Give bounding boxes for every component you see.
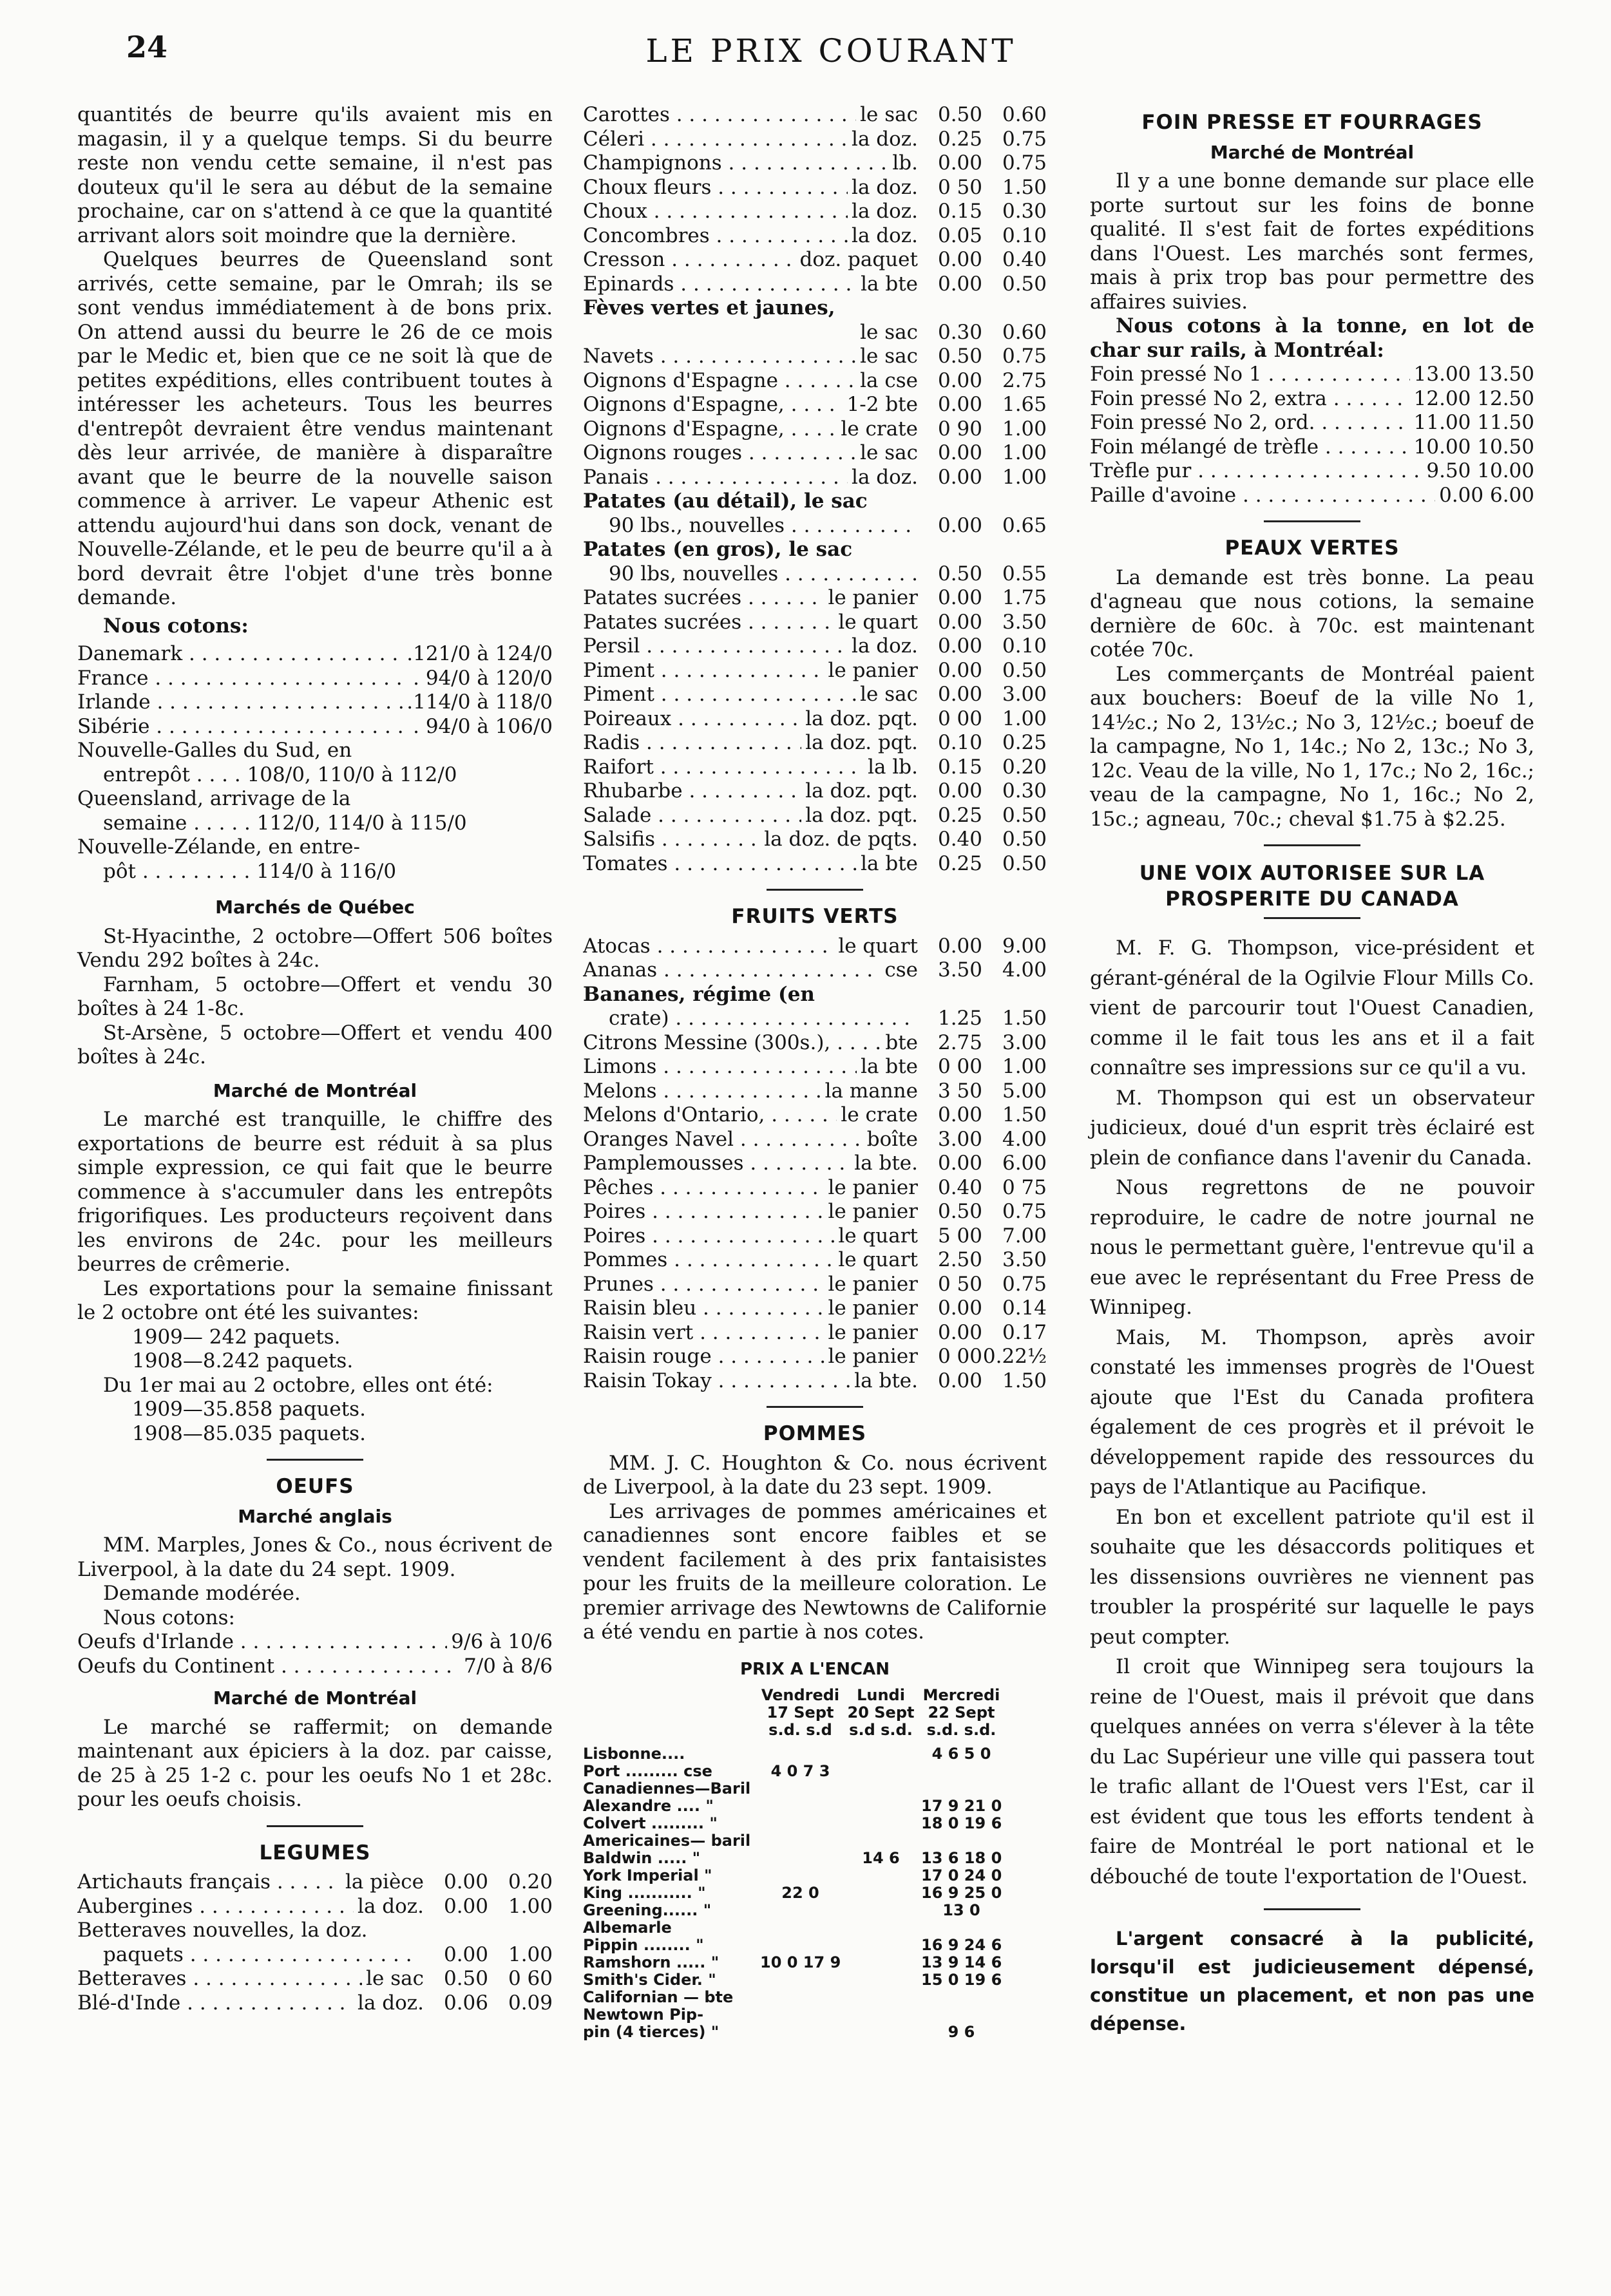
section-heading-anglais: Marché anglais (238, 1505, 392, 1527)
price-row: Panais . . . la doz. 0.00 1.00 (583, 466, 1047, 490)
price-row: Foin pressé No 2, ord. . . . 11.00 11.50 (1090, 411, 1534, 435)
table-row: Alexandre .... " 17 9 21 0 (583, 1797, 1002, 1815)
price-row: Oignons d'Espagne, . . . 1-2 bte 0.00 1.65 (583, 393, 1047, 417)
price-row: Oranges Navel . . . boîte 3.00 4.00 (583, 1128, 1047, 1152)
hay-price-list (1090, 363, 1534, 508)
price-row: Cresson . . . doz. paquet 0.00 0.40 (583, 248, 1047, 272)
price-row: Prunes . . . le panier 0 50 0.75 (583, 1273, 1047, 1297)
vegetable-price-list (583, 586, 1047, 876)
export-line: 1909— 242 paquets. (132, 1325, 341, 1349)
table-row: Ramshorn ..... " 10 0 17 9 13 9 14 6 (583, 1953, 1002, 1971)
section-heading-fruits: FRUITS VERTS (731, 905, 899, 928)
section-heading-foin: FOIN PRESSE ET FOURRAGES (1141, 111, 1483, 134)
price-row: Foin mélangé de trèfle . . . 10.00 10.50 (1090, 435, 1534, 460)
price-row: Pommes . . . le quart 2.50 3.50 (583, 1248, 1047, 1273)
price-row: Rhubarbe . . . la doz. pqt. 0.00 0.30 (583, 779, 1047, 804)
price-row: 90 lbs, nouvelles . . . 0.50 0.55 (583, 562, 1047, 587)
column-right (1090, 103, 1534, 2038)
price-line: Betteraves nouvelles, la doz. (77, 1919, 368, 1942)
price-row: Patates sucrées . . . le quart 0.00 3.50 (583, 611, 1047, 635)
table-row: Newtown Pip- (583, 2006, 704, 2024)
hides-paragraph: Les commerçants de Montréal paient aux bouchers: Boeuf de la ville No 1, 14½c.; No 2, 13½c.; No 3, 12½c.; boeuf de la campagne, No 1, 14c.; No 2, 13c.; No 3, 12c. Veau de la ville, No 1, 17c.; No 2, 16c.; veau de la campagne, No 1, 16c.; No 2, 15c.; agneau, 70c.; cheval $1.75 à $2.25. (1090, 662, 1534, 831)
table-row: York Imperial " 17 0 24 0 (583, 1866, 1002, 1884)
price-row: Céleri . . . la doz. 0.25 0.75 (583, 128, 1047, 152)
closing-note: L'argent consacré à la publicité, lorsqu'il est judicieusement dépensé, constitue un placement, et non pas une dépense. (1090, 1928, 1534, 2035)
price-line: Bananes, régime (en (583, 982, 815, 1006)
export-line: 1908—8.242 paquets. (132, 1349, 354, 1372)
price-row: Poires . . . le quart 5 00 7.00 (583, 1224, 1047, 1249)
price-row: Salsifis . . . la doz. de pqts. 0.40 0.50 (583, 828, 1047, 852)
table-row: Californian — bte (583, 1989, 734, 2006)
price-row: Poireaux . . . la doz. pqt. 0 00 1.00 (583, 707, 1047, 732)
price-row: Radis . . . la doz. pqt. 0.10 0.25 (583, 731, 1047, 755)
section-heading-montreal: Marché de Montréal (213, 1079, 417, 1101)
butter-paragraph-1: quantités de beurre qu'ils avaient mis en magasin, il y a quelque temps. Si du beurre reste non vendu cette semaine, il n'est pas douteux qu'il le sera au début de la semaine prochaine, car on s'attend à ce que la quantité arrivant alors soit moindre que la dernière. (77, 103, 553, 247)
price-row: Piment . . . le sac 0.00 3.00 (583, 683, 1047, 707)
price-row: Persil . . . la doz. 0.00 0.10 (583, 634, 1047, 659)
eggs-paragraph: Nous cotons: (103, 1606, 235, 1629)
section-divider (267, 1459, 363, 1461)
table-row: King ........... " 22 0 16 9 25 0 (583, 1884, 1002, 1902)
vegetable-price-list (583, 345, 1047, 489)
article-paragraph: Mais, M. Thompson, après avoir constaté les immenses progrès de l'Ouest ajoute que l'Est du Canada profitera également de ces progrès et il prévoit le développement rapide des ressources du pays de l'Atlantique au Pacifique. (1090, 1325, 1534, 1499)
price-row: Pamplemousses . . . la bte. 0.00 6.00 (583, 1152, 1047, 1176)
price-row: Poires . . . le panier 0.50 0.75 (583, 1200, 1047, 1224)
section-heading-montreal-eggs: Marché de Montréal (213, 1687, 417, 1709)
section-divider (1264, 1908, 1360, 1910)
section-heading-pommes: POMMES (763, 1422, 867, 1445)
table-row: Canadiennes—Baril (583, 1780, 751, 1798)
table-row: Greening...... " 13 0 (583, 1901, 980, 1919)
price-row: Salade . . . la doz. pqt. 0.25 0.50 (583, 804, 1047, 828)
price-row: Pêches . . . le panier 0.40 0 75 (583, 1176, 1047, 1200)
price-row: Choux fleurs . . . la doz. 0 50 1.50 (583, 176, 1047, 200)
price-row: Raisin rouge . . . le panier 0 00 0.22½ (583, 1345, 1047, 1369)
price-line: Patates (en gros), le sac (583, 538, 853, 561)
fruit-price-list (583, 1031, 1047, 1394)
price-line: Queensland, arrivage de la (77, 787, 351, 810)
nous-cotons-label: Nous cotons: (103, 614, 249, 638)
price-row: Paille d'avoine . . . 0.00 6.00 (1090, 484, 1534, 508)
price-row: Artichauts français . . . la pièce 0.00 0.20 (77, 1870, 553, 1895)
price-row: Raifort . . . la lb. 0.15 0.20 (583, 755, 1047, 780)
price-row: Oignons d'Espagne . . . la cse 0.00 2.75 (583, 369, 1047, 394)
montreal-paragraph: Le marché est tranquille, le chiffre des exportations de beurre est réduit à sa plus simple expression, ce qui fait que le beurre commence à s'accumuler dans les entrepôts frigorifiques. Les producteurs reçoivent dans les environs de 24c. pour les meilleurs beurres de crêmerie. (77, 1108, 553, 1276)
column-left (77, 103, 553, 2015)
price-row: Piment . . . le panier 0.00 0.50 (583, 659, 1047, 683)
apples-paragraph: Les arrivages de pommes américaines et canadiennes sont encore faibles et se vendent facilement à des prix fantaisistes pour les fruits de la meilleure coloration. Le premier arrivage des Newtowns de Californie a été vendu en partie à nos cotes. (583, 1499, 1047, 1644)
quebec-item: Farnham, 5 octobre—Offert et vendu 30 boîtes à 24 1-8c. (77, 972, 553, 1020)
table-header-row: s.d. s.d s.d s.d. s.d. s.d. (768, 1721, 996, 1739)
price-row: Melons . . . la manne 3 50 5.00 (583, 1079, 1047, 1104)
table-row: Lisbonne.... 4 6 5 0 (583, 1745, 991, 1763)
hay-paragraph: Il y a une bonne demande sur place elle porte surtout sur les foins de bonne qualité. Il s'est fait de fortes expéditions dans l'Ouest. Les marchés sont fermes, mais à prix trop bas pour permettre des affaires suivies. (1090, 169, 1534, 314)
price-row: Raisin vert . . . le panier 0.00 0.17 (583, 1321, 1047, 1345)
price-row: Limons . . . la bte 0 00 1.00 (583, 1055, 1047, 1079)
table-row: Baldwin ..... " 14 6 13 6 18 0 (583, 1849, 1002, 1867)
table-row: Albemarle (583, 1919, 672, 1937)
price-row: Citrons Messine (300s.), . . . bte 2.75 3.00 (583, 1031, 1047, 1056)
section-divider (267, 1825, 363, 1827)
price-row: Patates sucrées . . . le panier 0.00 1.75 (583, 586, 1047, 611)
price-row: Choux . . . la doz. 0.15 0.30 (583, 200, 1047, 224)
article-paragraph: Nous regrettons de ne pouvoir reproduire, le cadre de notre journal ne nous le permettant guère, l'entrevue qu'il a eue avec le représentant du Free Press de Winnipeg. (1090, 1176, 1534, 1319)
price-line: Nouvelle-Zélande, en entre- (77, 835, 360, 859)
running-title: LE PRIX COURANT (645, 32, 1016, 70)
price-row: Foin pressé No 1 . . . 13.00 13.50 (1090, 363, 1534, 387)
table-row: pin (4 tierces) " 9 6 (583, 2023, 975, 2041)
section-heading-voix: UNE VOIX AUTORISEE SUR LA PROSPERITE DU CANADA (1139, 862, 1485, 911)
eggs-paragraph: Le marché se raffermit; on demande maintenant aux épiciers à la doz. par caisse, de 25 à 25 1-2 c. pour les oeufs No 1 et 28c. pour les oeufs choisis. (77, 1715, 553, 1811)
export-line: 1909—35.858 paquets. (132, 1398, 366, 1421)
quebec-item: St-Arsène, 5 octobre—Offert et vendu 400 boîtes à 24c. (77, 1021, 553, 1068)
price-row: Epinards . . . la bte 0.00 0.50 (583, 272, 1047, 297)
price-row: Oeufs du Continent . . . 7/0 à 8/6 (77, 1655, 553, 1679)
price-row: Champignons . . . lb. 0.00 0.75 (583, 151, 1047, 176)
price-row: Sibérie . . . . 94/0 à 106/0 (77, 715, 553, 739)
table-row: Port ......... cse 4 0 7 3 (583, 1762, 830, 1780)
price-row: Raisin bleu . . . le panier 0.00 0.14 (583, 1296, 1047, 1321)
table-row: Pippin ........ " 16 9 24 6 (583, 1936, 1002, 1954)
price-row: 90 lbs., nouvelles . . . 0.00 0.65 (583, 514, 1047, 538)
butter-paragraph-2: Quelques beurres de Queensland sont arrivés, cette semaine, par le Omrah; ils se sont vendus immédiatement à de bons prix. On attend aussi du beurre le 26 de ce mois par le Medic et, bien que ce ne soit là que de petites expéditions, elles contribuent toutes à intéresser les acheteurs. Tous les beurres d'entrepôt devraient être vendus maintenant dès leur arrivée, de manière à disparaître avant que le beurre de la nouvelle saison commence à arriver. Le vapeur Athenic est attendu aujourd'hui dans son dock, venant de Nouvelle-Zélande, et le peu de beurre qu'il a à bord devrait être l'objet d'une très bonne demande. (77, 248, 553, 609)
eggs-paragraph: MM. Marples, Jones & Co., nous écrivent de Liverpool, à la date du 24 sept. 1909. (77, 1533, 553, 1581)
price-row: Oignons rouges . . . le sac 0.00 1.00 (583, 441, 1047, 466)
export-line: 1908—85.035 paquets. (132, 1421, 366, 1445)
section-heading-legumes: LEGUMES (259, 1841, 371, 1864)
price-row: Carottes . . . le sac 0.50 0.60 (583, 103, 1047, 128)
section-heading-montreal-foin: Marché de Montréal (1210, 141, 1415, 163)
price-line: Patates (au détail), le sac (583, 489, 868, 513)
price-line: semaine . . . . . 112/0, 114/0 à 115/0 (103, 811, 467, 835)
price-row: France . . . . 94/0 à 120/0 (77, 667, 553, 691)
auction-price-table (583, 1687, 1047, 2041)
price-line: pôt . . . . . . . . . 114/0 à 116/0 (103, 859, 397, 883)
section-divider (1264, 844, 1360, 846)
price-row: paquets . . . 0.00 1.00 (77, 1943, 553, 1968)
section-heading-peaux: PEAUX VERTES (1225, 536, 1400, 560)
fruit-price-list (583, 935, 1047, 983)
price-row: Trèfle pur . . . 9.50 10.00 (1090, 459, 1534, 484)
vegetable-price-list (583, 103, 1047, 296)
price-row: crate) . . . 1.25 1.50 (583, 1007, 1047, 1031)
article-paragraph: M. F. G. Thompson, vice-président et gérant-général de la Ogilvie Flour Mills Co. vient de parcourir tout l'Ouest Canadien, comme il le fait tous les ans et il a fait connaître ses impressions sur ce qu'il a vu. (1090, 936, 1534, 1079)
section-divider (767, 889, 863, 891)
table-row: Smith's Cider. " 15 0 19 6 (583, 1971, 1002, 1989)
price-row: Aubergines . . . la doz. 0.00 1.00 (77, 1895, 553, 1919)
eggs-paragraph: Demande modérée. (103, 1582, 301, 1605)
section-divider (1264, 917, 1360, 919)
article-paragraph: Il croit que Winnipeg sera toujours la reine de l'Ouest, mais il prévoit que dans quelques années on verra s'élever à la tête du Lac Supérieur une ville qui passera tout le trafic allant de l'Ouest vers l'Est, car il est évident que tous les efforts tendent à faire de Montréal le port national et le débouché de toute l'exportation de l'Ouest. (1090, 1655, 1534, 1888)
apples-paragraph: MM. J. C. Houghton & Co. nous écrivent de Liverpool, à la date du 23 sept. 1909. (583, 1451, 1047, 1499)
section-divider (767, 1406, 863, 1408)
table-row: Americaines— baril (583, 1832, 751, 1850)
butter-price-list (77, 642, 553, 739)
section-heading-quebec: Marchés de Québec (215, 897, 415, 918)
price-row: Irlande . . . .114/0 à 118/0 (77, 690, 553, 715)
hay-paragraph: Nous cotons à la tonne, en lot de char sur rails, à Montréal: (1090, 314, 1534, 362)
price-row: Oeufs d'Irlande . . . 9/6 à 10/6 (77, 1630, 553, 1655)
column-middle (583, 103, 1047, 2041)
price-line: entrepôt . . . . 108/0, 110/0 à 112/0 (103, 763, 457, 786)
quebec-item: St-Hyacinthe, 2 octobre—Offert 506 boîtes Vendu 292 boîtes à 24c. (77, 924, 553, 972)
article-paragraph: En bon et excellent patriote qu'il est il souhaite que les désaccords politiques et les dissensions ouvrières ne viennent pas troubler la prospérité sur laquelle le pays peut compter. (1090, 1505, 1534, 1649)
price-line: Fèves vertes et jaunes, (583, 296, 835, 319)
price-row: Foin pressé No 2, extra . . . 12.00 12.50 (1090, 387, 1534, 412)
table-header-row: 17 Sept 20 Sept 22 Sept (767, 1703, 995, 1722)
price-row: Oignons d'Espagne, . . . le crate 0 90 1.00 (583, 417, 1047, 442)
price-row: Raisin Tokay . . . la bte. 0.00 1.50 (583, 1369, 1047, 1394)
price-row: le sac 0.30 0.60 (860, 320, 1047, 344)
price-row: Ananas . . . cse 3.50 4.00 (583, 958, 1047, 983)
price-row: Atocas . . . le quart 0.00 9.00 (583, 935, 1047, 959)
price-row: Navets . . . le sac 0.50 0.75 (583, 345, 1047, 369)
price-row: Danemark . . . .121/0 à 124/0 (77, 642, 553, 667)
montreal-paragraph: Les exportations pour la semaine finissant le 2 octobre ont été les suivantes: (77, 1276, 553, 1324)
section-heading-oeufs: OEUFS (276, 1475, 354, 1498)
table-header-row: Vendredi Lundi Mercredi (761, 1686, 1000, 1704)
montreal-paragraph: Du 1er mai au 2 octobre, elles ont été: (103, 1373, 493, 1397)
price-row: Betteraves . . . le sac 0.50 0 60 (77, 1967, 553, 1991)
price-row: Concombres . . . la doz. 0.05 0.10 (583, 224, 1047, 249)
hides-paragraph: La demande est très bonne. La peau d'agneau que nous cotions, la semaine dernière de 60c. à 70c. est maintenant cotée 70c. (1090, 565, 1534, 661)
price-row: Tomates . . . la bte 0.25 0.50 (583, 852, 1047, 877)
price-row: Melons d'Ontario, . . . le crate 0.00 1.50 (583, 1103, 1047, 1128)
auction-table-title: PRIX A L'ENCAN (739, 1659, 890, 1679)
page-number: 24 (126, 30, 168, 64)
table-row: Colvert ......... " 18 0 19 6 (583, 1814, 1002, 1832)
section-divider (1264, 520, 1360, 522)
price-line: Nouvelle-Galles du Sud, en (77, 739, 352, 762)
article-paragraph: M. Thompson qui est un observateur judicieux, doué d'un esprit très éclairé est plein de confiance dans l'avenir du Canada. (1090, 1086, 1534, 1170)
price-row: Blé-d'Inde . . . la doz. 0.06 0.09 (77, 1991, 553, 2016)
